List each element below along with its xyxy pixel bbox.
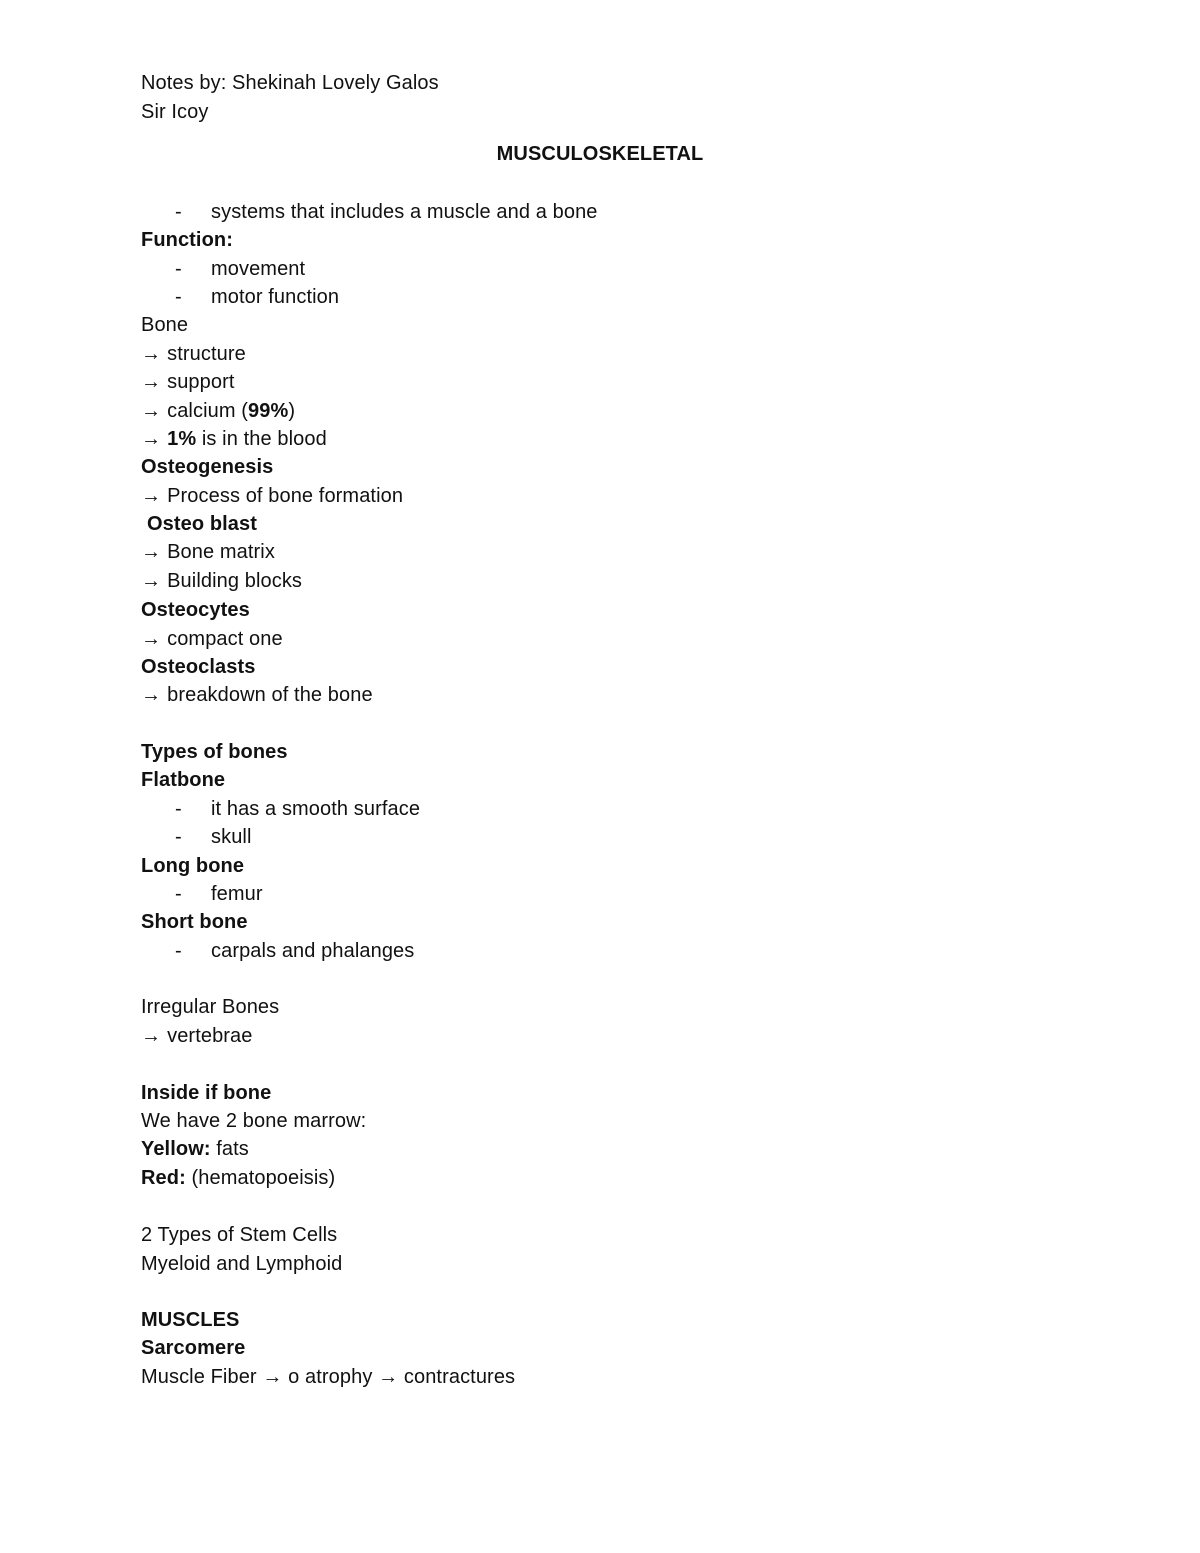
item-text: Building blocks — [167, 570, 303, 592]
red-label: Red: — [141, 1167, 186, 1189]
inside-bone-heading: Inside if bone — [141, 1082, 272, 1104]
bone-item — [141, 370, 235, 394]
yellow-label: Yellow: — [141, 1138, 211, 1160]
item-text: vertebrae — [167, 1025, 253, 1047]
arrow-icon: → — [262, 1366, 283, 1388]
bone-marrow-intro: We have 2 bone marrow: — [141, 1110, 367, 1132]
muscles-heading: MUSCLES — [141, 1309, 240, 1331]
osteoblast-heading: Osteo blast — [147, 513, 258, 535]
blood-value: 1% — [167, 428, 197, 450]
osteocytes-heading: Osteocytes — [141, 599, 250, 621]
bone-calcium — [141, 399, 295, 423]
atrophy-text: o atrophy — [288, 1366, 373, 1388]
muscle-fiber-line — [141, 1365, 515, 1389]
arrow-icon: → — [141, 343, 162, 365]
item-text: structure — [167, 343, 246, 365]
contractures-text: contractures — [403, 1366, 516, 1388]
item-text: support — [167, 371, 235, 393]
arrow-icon: → — [141, 628, 162, 650]
instructor-line: Sir Icoy — [141, 101, 209, 123]
fiber-text: Muscle Fiber — [141, 1366, 257, 1388]
osteoblast-item — [141, 540, 275, 564]
arrow-icon: → — [141, 1025, 162, 1047]
osteoclasts-desc — [141, 683, 373, 707]
blood-suffix: is in the blood — [196, 428, 327, 450]
item-text: Bone matrix — [167, 541, 275, 563]
dash-symbol: - — [175, 201, 182, 223]
bullet-text: movement — [211, 258, 306, 280]
author-line: Notes by: Shekinah Lovely Galos — [141, 72, 439, 94]
osteogenesis-desc — [141, 484, 403, 508]
item-text: breakdown of the bone — [167, 684, 373, 706]
bullet-text: femur — [211, 883, 263, 905]
arrow-icon: → — [141, 570, 162, 592]
dash-symbol: - — [175, 258, 182, 280]
item-text: compact one — [167, 628, 283, 650]
osteocytes-desc — [141, 627, 283, 651]
irregular-bones-heading: Irregular Bones — [141, 996, 280, 1018]
dash-symbol: - — [175, 940, 182, 962]
arrow-icon: → — [378, 1366, 399, 1388]
arrow-icon: → — [141, 400, 162, 422]
arrow-icon: → — [141, 485, 162, 507]
calcium-prefix: calcium ( — [167, 400, 249, 422]
bullet-text: systems that includes a muscle and a bone — [211, 201, 598, 223]
stem-cells-types: Myeloid and Lymphoid — [141, 1253, 343, 1275]
bullet-text: carpals and phalanges — [211, 940, 415, 962]
bone-item — [141, 342, 246, 366]
bullet-text: skull — [211, 826, 252, 848]
dash-symbol: - — [175, 798, 182, 820]
arrow-icon: → — [141, 684, 162, 706]
sarcomere-heading: Sarcomere — [141, 1337, 246, 1359]
dash-symbol: - — [175, 883, 182, 905]
calcium-suffix: ) — [288, 400, 296, 422]
osteoclasts-heading: Osteoclasts — [141, 656, 256, 678]
dash-symbol: - — [175, 826, 182, 848]
irregular-bones-desc — [141, 1024, 253, 1048]
bone-heading: Bone — [141, 314, 189, 336]
long-bone-heading: Long bone — [141, 855, 245, 877]
dash-symbol: - — [175, 286, 182, 308]
bullet-text: it has a smooth surface — [211, 798, 421, 820]
bone-blood — [141, 427, 327, 451]
document-title: MUSCULOSKELETAL — [496, 143, 704, 165]
types-of-bones-heading: Types of bones — [141, 741, 288, 763]
yellow-value: fats — [210, 1138, 249, 1160]
stem-cells-line: 2 Types of Stem Cells — [141, 1224, 338, 1246]
arrow-icon: → — [141, 428, 162, 450]
arrow-icon: → — [141, 371, 162, 393]
red-value: (hematopoeisis) — [185, 1167, 336, 1189]
short-bone-heading: Short bone — [141, 911, 248, 933]
function-heading: Function: — [141, 229, 233, 251]
calcium-value: 99% — [248, 400, 289, 422]
bullet-text: motor function — [211, 286, 340, 308]
item-text: Process of bone formation — [167, 485, 404, 507]
osteoblast-item — [141, 569, 302, 593]
osteogenesis-heading: Osteogenesis — [141, 456, 274, 478]
yellow-marrow — [141, 1137, 249, 1161]
arrow-icon: → — [141, 541, 162, 563]
red-marrow — [141, 1166, 335, 1190]
flatbone-heading: Flatbone — [141, 769, 226, 791]
